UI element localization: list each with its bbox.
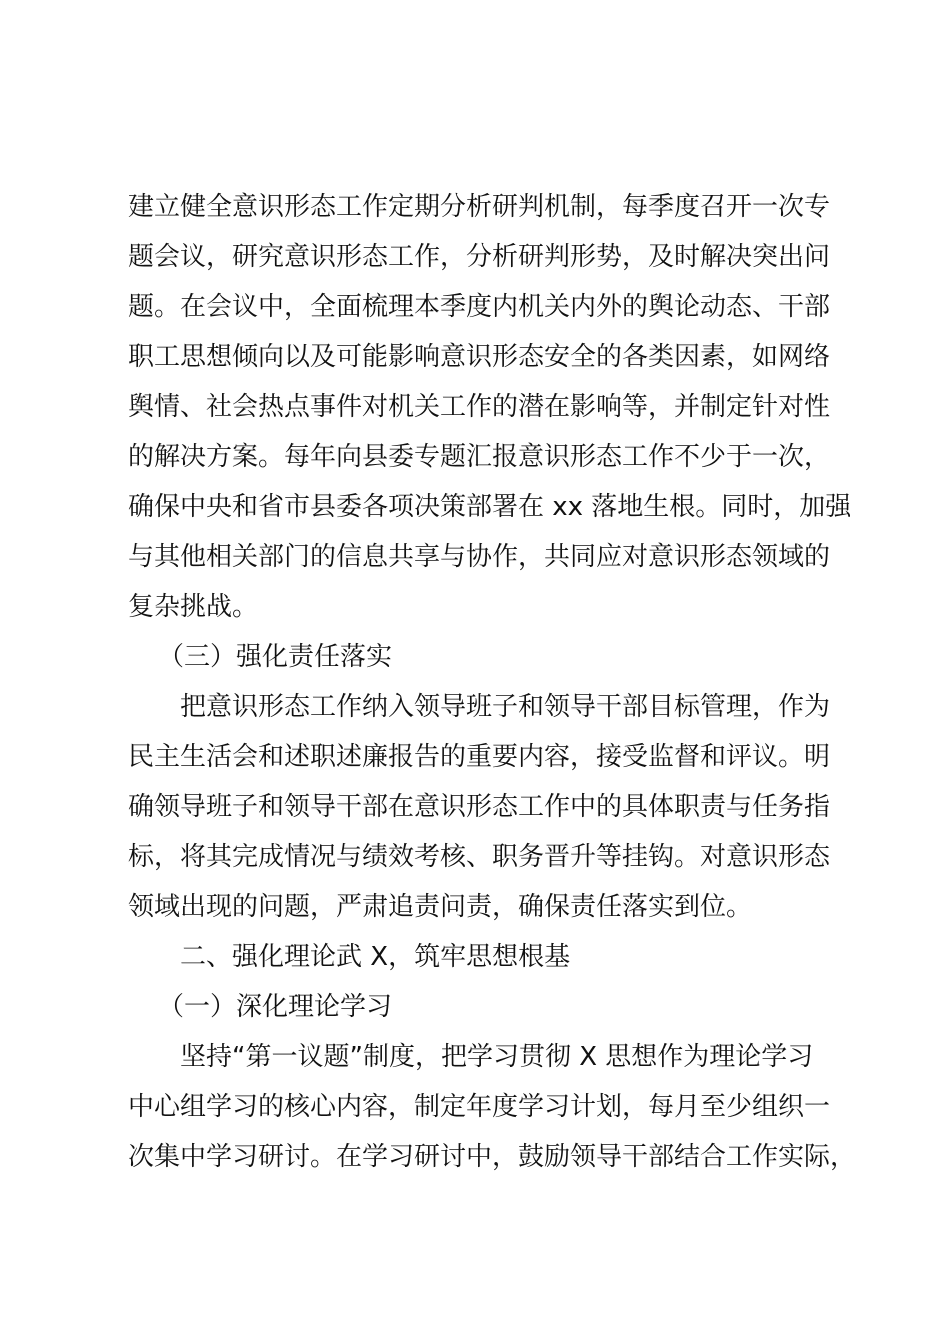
paragraph-line: 确领导班子和领导干部在意识形态工作中的具体职责与任务指	[128, 792, 831, 822]
paragraph-line: 中心组学习的核心内容，制定年度学习计划，每月至少组织一	[128, 1092, 831, 1122]
paragraph-line: 民主生活会和述职述廉报告的重要内容，接受监督和评议。明	[128, 742, 831, 772]
paragraph-line: 把意识形态工作纳入领导班子和领导干部目标管理，作为	[180, 692, 831, 722]
paragraph-line: 标，将其完成情况与绩效考核、职务晋升等挂钩。对意识形态	[128, 842, 831, 872]
paragraph-line: 题会议，研究意识形态工作，分析研判形势，及时解决突出问	[128, 242, 831, 272]
paragraph-line: 职工思想倾向以及可能影响意识形态安全的各类因素，如网络	[128, 342, 831, 372]
paragraph-line: 坚持“第一议题”制度，把学习贯彻 X 思想作为理论学习	[180, 1042, 814, 1072]
chapter-heading: 二、强化理论武 X，筑牢思想根基	[180, 942, 571, 972]
paragraph-line: 复杂挑战。	[128, 592, 259, 622]
section-heading: （一）深化理论学习	[158, 992, 393, 1022]
paragraph-line: 确保中央和省市县委各项决策部署在 xx 落地生根。同时，加强	[128, 492, 852, 522]
paragraph-line: 次集中学习研讨。在学习研讨中，鼓励领导干部结合工作实际，	[128, 1142, 857, 1172]
section-heading: （三）强化责任落实	[158, 642, 393, 672]
paragraph-line: 的解决方案。每年向县委专题汇报意识形态工作不少于一次，	[128, 442, 831, 472]
paragraph-line: 建立健全意识形态工作定期分析研判机制，每季度召开一次专	[128, 192, 831, 222]
paragraph-line: 与其他相关部门的信息共享与协作，共同应对意识形态领域的	[128, 542, 831, 572]
paragraph-line: 领域出现的问题，严肃追责问责，确保责任落实到位。	[128, 892, 753, 922]
paragraph-line: 舆情、社会热点事件对机关工作的潜在影响等，并制定针对性	[128, 392, 831, 422]
paragraph-line: 题。在会议中，全面梳理本季度内机关内外的舆论动态、干部	[128, 292, 831, 322]
